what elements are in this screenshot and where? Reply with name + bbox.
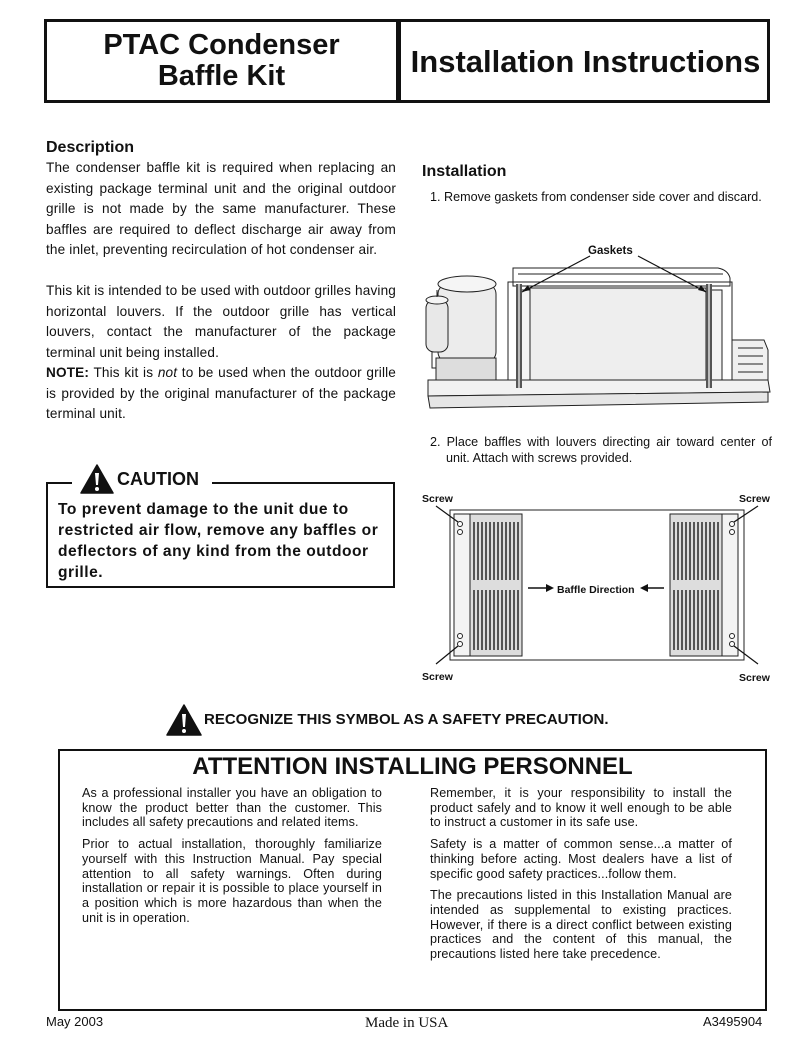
installation-step-1: 1. Remove gaskets from condenser side cover and discard. (430, 190, 762, 204)
screw-label-top-right: Screw (739, 493, 770, 505)
caution-title: CAUTION (117, 469, 199, 489)
baffle-direction-label: Baffle Direction (557, 584, 635, 596)
screw-label-bottom-left: Screw (422, 671, 453, 683)
footer-date: May 2003 (46, 1014, 104, 1029)
note-text-before: This kit is (89, 365, 158, 380)
product-title (47, 30, 396, 92)
note-emphasis: not (157, 365, 178, 380)
description-note (46, 363, 396, 425)
description-heading: Description (46, 139, 135, 156)
caution-box-top-right (212, 482, 395, 484)
product-title-line1: PTAC Condenser (103, 29, 340, 61)
description-paragraph-2: This kit is intended to be used with outdoor grilles having horizontal louvers. If the outdoor grille has vertical louvers, contact the manufacturer of the package terminal unit being installed. (46, 283, 396, 360)
screw-label-top-left: Screw (422, 493, 453, 505)
note-text-after: to be used when the outdoor grille is provided by the original manufacturer of the package terminal unit. (46, 365, 396, 421)
attention-right-paragraph-1: Remember, it is your responsibility to install the product safely and to know it well enough to be able to instruct a customer in its safe use. (430, 786, 732, 830)
attention-right-paragraph-3: The precautions listed in this Installation Manual are intended as supplemental to existing practices. However, if there is a direct conflict between existing practices and the content of this manual, the precautions listed here take precedence. (430, 888, 732, 962)
product-title-line2: Baffle Kit (157, 60, 286, 92)
safety-banner-text: RECOGNIZE THIS SYMBOL AS A SAFETY PRECAUTION. (204, 711, 609, 728)
document-type-title: Installation Instructions (410, 44, 761, 79)
attention-left-column (82, 786, 382, 932)
attention-right-column (430, 786, 732, 969)
gaskets-figure (418, 240, 780, 416)
footer-made-in: Made in USA (365, 1015, 449, 1031)
gaskets-label: Gaskets (588, 245, 633, 257)
footer-part-number: A3495904 (703, 1014, 763, 1029)
safety-symbol-icon (166, 704, 202, 736)
warning-icon (80, 464, 114, 494)
installation-heading: Installation (422, 163, 507, 180)
installation-step-2: 2. Place baffles with louvers directing air toward center of unit. Attach with screws provided. (430, 435, 772, 465)
screw-label-bottom-right: Screw (739, 672, 770, 684)
caution-box-top-left (46, 482, 72, 484)
caution-text: To prevent damage to the unit due to restricted air flow, remove any baffles or deflectors of any kind from the outdoor grille. (58, 501, 379, 581)
attention-title: ATTENTION INSTALLING PERSONNEL (192, 753, 633, 780)
note-label: NOTE: (46, 365, 90, 380)
attention-left-paragraph-2: Prior to actual installation, thoroughly familiarize yourself with this Instruction Manual. Pay special attention to all safety warnings. Often during installation or repair it is possible to place yourself in a position which is more hazardous than when the unit is in operation. (82, 837, 382, 925)
description-paragraph-1: The condenser baffle kit is required when replacing an existing package terminal unit and the original outdoor grille is not made by the same manufacturer. These baffles are required to deflect discharge air away from the inlet, preventing recirculation of hot condenser air. (46, 160, 396, 257)
attention-left-paragraph-1: As a professional installer you have an obligation to know the product better than the customer. This includes all safety precautions and related items. (82, 786, 382, 830)
attention-right-paragraph-2: Safety is a matter of common sense...a matter of thinking before acting. Most dealers have a list of specific good safety practices...follow them. (430, 837, 732, 881)
